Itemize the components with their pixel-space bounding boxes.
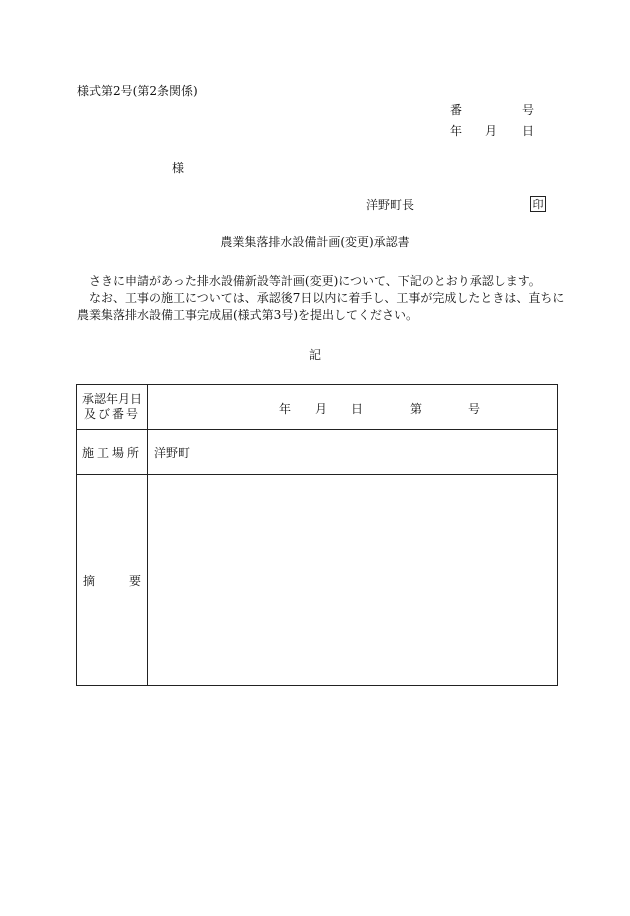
site-label: 施工場所 [81,445,142,460]
approval-year-label: 年 [279,402,292,416]
approval-date-label-line1: 承認年月日 [81,392,142,406]
site-label-cell [77,430,148,475]
approval-date-label-cell [77,385,148,430]
number-suffix: 号 [522,103,535,117]
approval-month-label: 月 [315,402,328,416]
date-year-label: 年 [450,124,463,138]
approval-dai-label: 第 [410,402,423,416]
site-value-cell: 洋野町 [148,430,558,475]
seal-stamp-box [530,196,546,212]
document-body [77,273,567,324]
date-month-label: 月 [485,124,498,138]
remarks-value-cell [148,475,558,686]
approval-go-label: 号 [468,402,481,416]
remarks-label-a: 摘 [83,573,96,588]
remarks-label [77,572,147,589]
table-row-remarks [77,475,558,686]
remarks-label-b: 要 [128,573,141,588]
seal-label: 印 [532,197,544,211]
approval-date-label-line2: 及び番号 [83,407,140,421]
approval-date-value-cell [148,385,558,430]
approval-record-table [76,384,558,686]
table-row-site [77,430,558,475]
body-paragraph-2: なお、工事の施工については、承認後7日以内に着手し、工事が完成したときは、直ちに農業集落排水設備工事完成届(様式第3号)を提出してください。 [77,291,565,322]
date-day-label: 日 [522,124,535,138]
number-label: 番 [450,103,463,117]
document-title: 農業集落排水設備計画(変更)承認書 [220,235,410,249]
remarks-label-cell [77,475,148,686]
table-row-approval-date [77,385,558,430]
approval-day-label: 日 [351,402,364,416]
issuer-name: 洋野町長 [366,198,415,212]
ki-heading: 記 [308,348,321,362]
form-id: 様式第2号(第2条関係) [77,84,198,98]
addressee-suffix: 様 [172,161,185,175]
body-paragraph-1: さきに申請があった排水設備新設等計画(変更)について、下記のとおり承認します。 [89,274,541,288]
